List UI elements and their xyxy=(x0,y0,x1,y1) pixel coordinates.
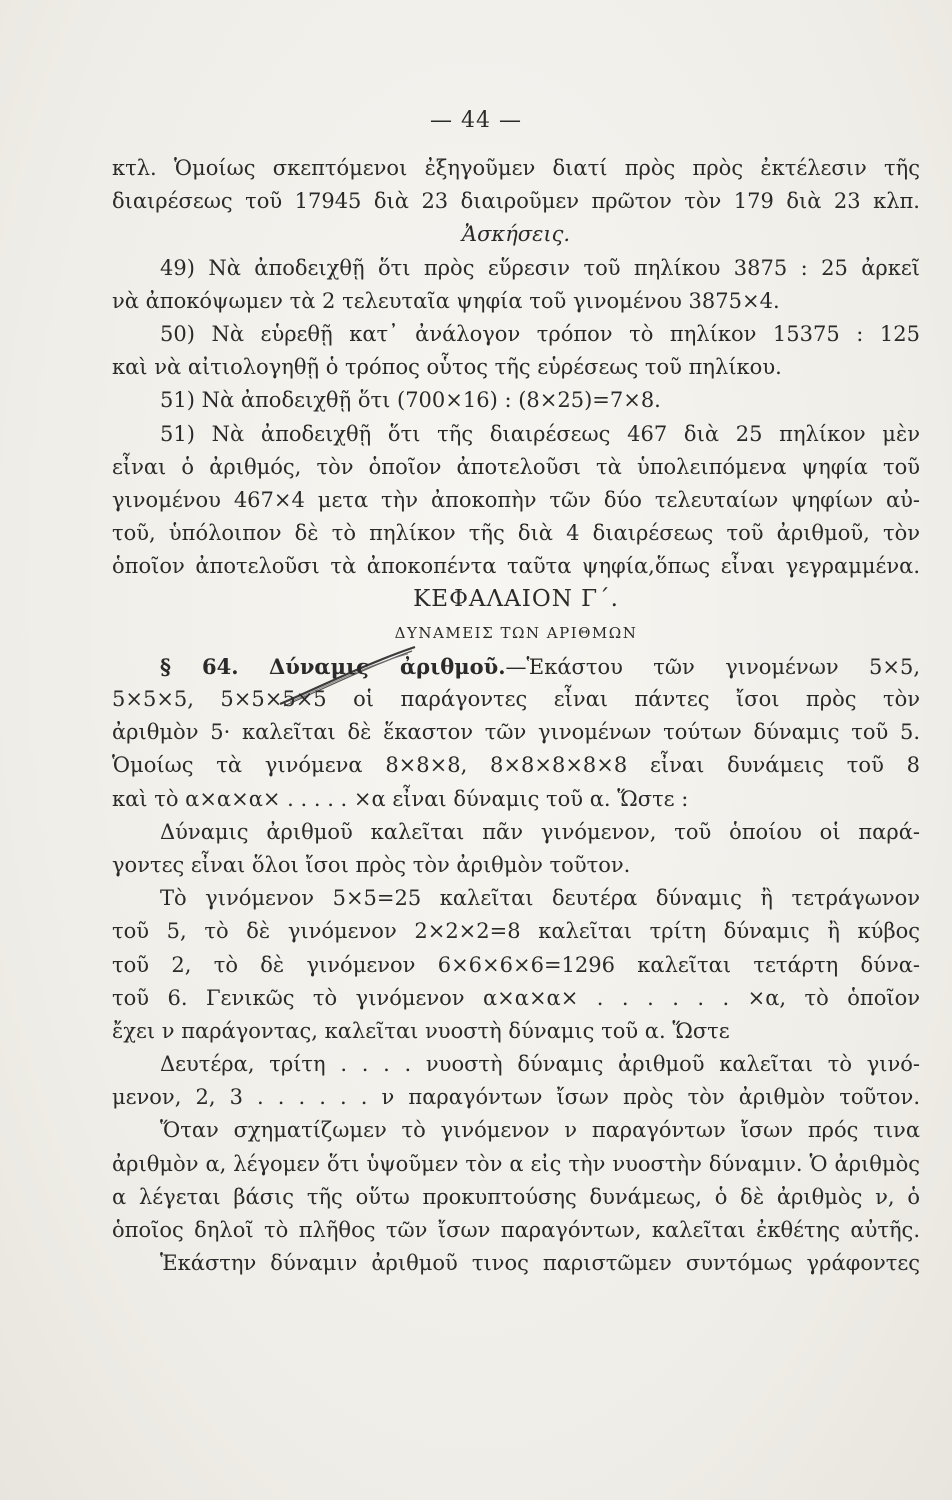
exercises-heading: Ἀσκήσεις. xyxy=(461,222,571,247)
exercise-item: 49) Νὰ ἀποδειχθῇ ὅτι πρὸς εὕρεσιν τοῦ πηλίκου 3875 : 25 ἀρκεῖ xyxy=(160,255,920,280)
exercise-item: 51) Νὰ ἀποδειχθῇ ὅτι τῆς διαιρέσεως 467 διὰ 25 πηλίκον μὲν xyxy=(160,421,920,446)
page-number: — 44 — xyxy=(430,108,522,133)
section-heading-line xyxy=(112,650,920,683)
text-line: διαιρέσεως τοῦ 17945 διὰ 23 διαιροῦμεν πρῶτον τὸν 179 διὰ 23 κλπ. xyxy=(112,189,920,214)
section-text: —Ἑκάστου τῶν γινομένων 5×5, xyxy=(505,654,920,679)
text-line: Τὸ γινόμενον 5×5=25 καλεῖται δευτέρα δύναμις ἢ τετράγωνον xyxy=(160,886,920,911)
text-line: τοῦ 5, τὸ δὲ γινόμενον 2×2×2=8 καλεῖται τρίτη δύναμις ἢ κύβος xyxy=(112,919,920,944)
text-line: ὁποῖος δηλοῖ τὸ πλῆθος τῶν ἴσων παραγόντων, καλεῖται ἐκθέτης αὐτῆς. xyxy=(112,1218,920,1242)
definition-line: Δύναμις ἀριθμοῦ καλεῖται πᾶν γινόμενον, τοῦ ὁποίου οἱ παρά- xyxy=(160,819,920,844)
text-line: Ὁμοίως τὰ γινόμενα 8×8×8, 8×8×8×8×8 εἶναι δυνάμεις τοῦ 8 xyxy=(112,753,920,778)
text-line: Ὅταν σχηματίζωμεν τὸ γινόμενον ν παραγόντων ἴσων πρός τινα xyxy=(160,1118,920,1143)
chapter-title: ΚΕΦΑΛΑΙΟΝ Γ΄. xyxy=(413,586,619,613)
text-line: καὶ τὸ α×α×α× . . . . . ×α εἶναι δύναμις τοῦ α. Ὥστε : xyxy=(112,786,689,811)
text-line: κτλ. Ὁμοίως σκεπτόμενοι ἐξηγοῦμεν διατί πρὸς πρὸς ἐκτέλεσιν τῆς xyxy=(112,156,920,180)
chapter-subtitle: ΔΥΝΑΜΕΙΣ ΤΩΝ ΑΡΙΘΜΩΝ xyxy=(394,623,638,642)
text-line: τοῦ 6. Γενικῶς τὸ γινόμενον α×α×α× . . . . . . ×α, τὸ ὁποῖον xyxy=(112,985,920,1010)
definition-line: Δευτέρα, τρίτη . . . . νυοστὴ δύναμις ἀριθμοῦ καλεῖται τὸ γινό- xyxy=(160,1052,920,1077)
text-line: 5×5×5, 5×5×5×5 οἱ παράγοντες εἶναι πάντες ἴσοι πρὸς τὸν xyxy=(112,687,920,711)
text-line: νὰ ἀποκόψωμεν τὰ 2 τελευταῖα ψηφία τοῦ γινομένου 3875×4. xyxy=(112,288,780,313)
definition-line: μενον, 2, 3 . . . . . . ν παραγόντων ἴσων πρὸς τὸν ἀριθμὸν τοῦτον. xyxy=(112,1085,920,1110)
exercise-item: 50) Νὰ εὑρεθῇ κατ᾽ ἀνάλογον τρόπον τὸ πηλίκον 15375 : 125 xyxy=(160,321,920,346)
text-line: ἀριθμὸν 5· καλεῖται δὲ ἕκαστον τῶν γινομένων τούτων δύναμις τοῦ 5. xyxy=(112,720,920,745)
text-line: ὁποῖον ἀποτελοῦσι τὰ ἀποκοπέντα ταῦτα ψηφία,ὅπως εἶναι γεγραμμένα. xyxy=(112,554,920,579)
section-number: § 64. xyxy=(160,653,239,679)
text-line: τοῦ, ὑπόλοιπον δὲ τὸ πηλίκον τῆς διὰ 4 διαιρέσεως τοῦ ἀριθμοῦ, τὸν xyxy=(112,521,920,546)
text-line: τοῦ 2, τὸ δὲ γινόμενον 6×6×6×6=1296 καλεῖται τετάρτη δύνα- xyxy=(112,952,920,977)
text-line: ἔχει ν παράγοντας, καλεῖται νυοστὴ δύναμις τοῦ α. Ὥστε xyxy=(112,1018,730,1043)
text-line: Ἑκάστην δύναμιν ἀριθμοῦ τινος παριστῶμεν συντόμως γράφοντες xyxy=(160,1251,920,1276)
body-text xyxy=(112,152,920,1280)
text-line: α λέγεται βάσις τῆς οὕτω προκυπτούσης δυνάμεως, ὁ δὲ ἀριθμὸς ν, ὁ xyxy=(112,1184,920,1209)
text-line: ἀριθμὸν α, λέγομεν ὅτι ὑψοῦμεν τὸν α εἰς τὴν νυοστὴν δύναμιν. Ὁ ἀριθμὸς xyxy=(112,1151,920,1176)
exercise-item: 51) Νὰ ἀποδειχθῇ ὅτι (700×16) : (8×25)=7×8. xyxy=(160,388,661,413)
section-title: Δύναμις ἀριθμοῦ. xyxy=(269,653,506,679)
text-line: εἶναι ὁ ἀριθμός, τὸν ὁποῖον ἀποτελοῦσι τὰ ὑπολειπόμενα ψηφία τοῦ xyxy=(112,454,920,479)
definition-line: γοντες εἶναι ὅλοι ἴσοι πρὸς τὸν ἀριθμὸν τοῦτον. xyxy=(112,852,631,877)
text-line: γινομένου 467×4 μετα τὴν ἀποκοπὴν τῶν δύο τελευταίων ψηφίων αὐ- xyxy=(112,487,920,512)
text-line: καὶ νὰ αἰτιολογηθῇ ὁ τρόπος οὗτος τῆς εὑρέσεως τοῦ πηλίκου. xyxy=(112,355,782,380)
